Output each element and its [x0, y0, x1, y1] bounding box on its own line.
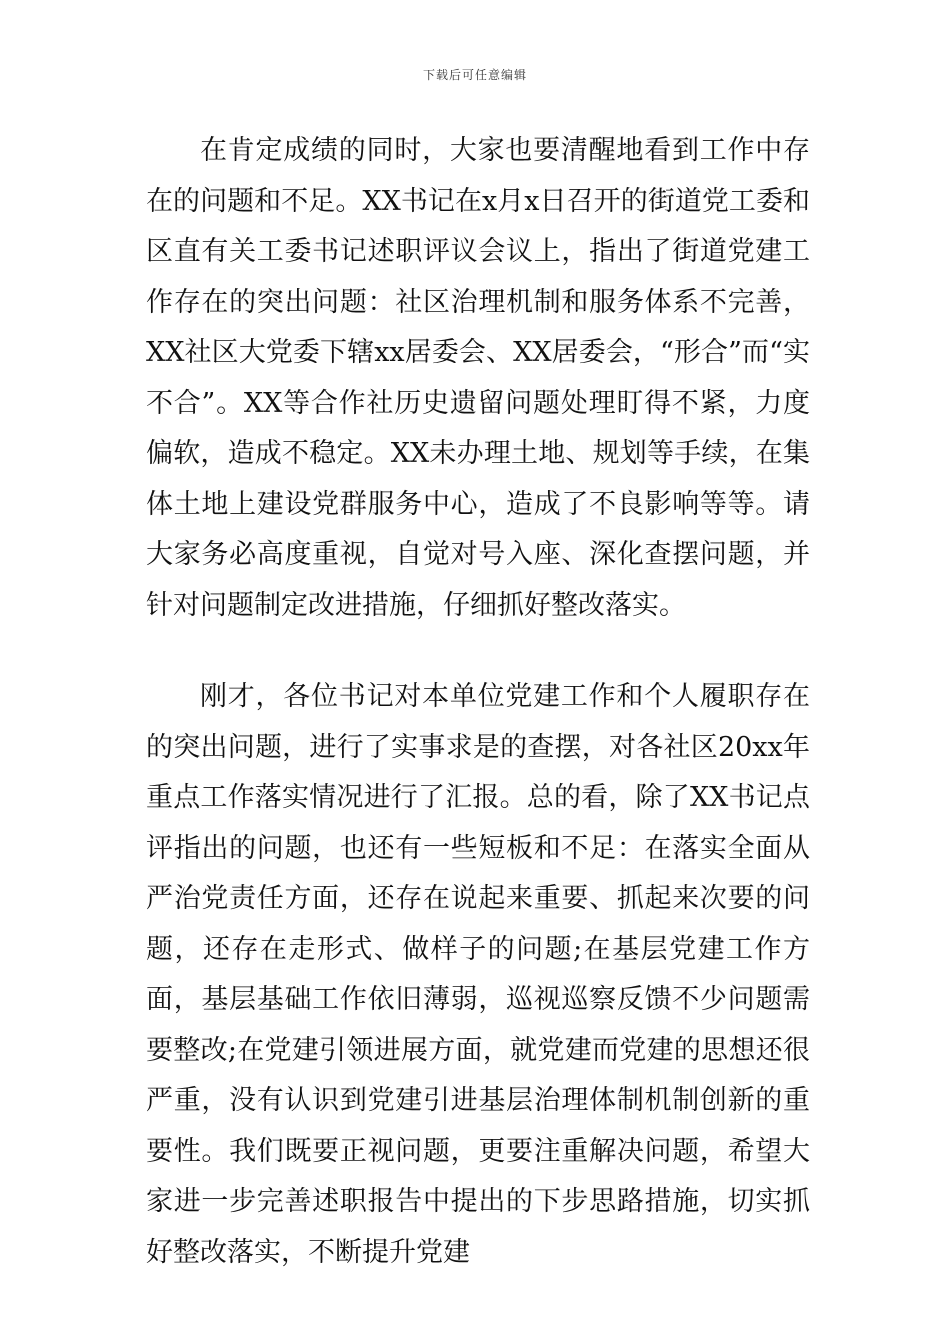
paragraph-1: 在肯定成绩的同时，大家也要清醒地看到工作中存在的问题和不足。XX书记在x月x日召开的街道党工委和区直有关工委书记述职评议会议上，指出了街道党建工作存在的突出问题：社区治理机制和服务体系不完善，XX社区大党委下辖xx居委会、XX居委会，“形合”而“实不合”。XX等合作社历史遗留问题处理盯得不紧，力度偏软，造成不稳定。XX未办理土地、规划等手续，在集体土地上建设党群服务中心，造成了不良影响等等。请大家务必高度重视，自觉对号入座、深化查摆问题，并针对问题制定改进措施，仔细抓好整改落实。 — [146, 135, 810, 621]
header-note: 下载后可任意编辑 — [422, 68, 527, 82]
paragraph-2: 刚才，各位书记对本单位党建工作和个人履职存在的突出问题，进行了实事求是的查摆，对各社区20xx年重点工作落实情况进行了汇报。总的看，除了XX书记点评指出的问题，也还有一些短板和不足：在落实全面从严治党责任方面，还存在说起来重要、抓起来次要的问题，还存在走形式、做样子的问题;在基层党建工作方面，基层基础工作依旧薄弱，巡视巡察反馈不少问题需要整改;在党建引领进展方面，就党建而党建的思想还很严重，没有认识到党建引进基层治理体制机制创新的重要性。我们既要正视问题，更要注重解决问题，希望大家进一步完善述职报告中提出的下步思路措施，切实抓好整改落实，不断提升党建 — [146, 681, 810, 1268]
